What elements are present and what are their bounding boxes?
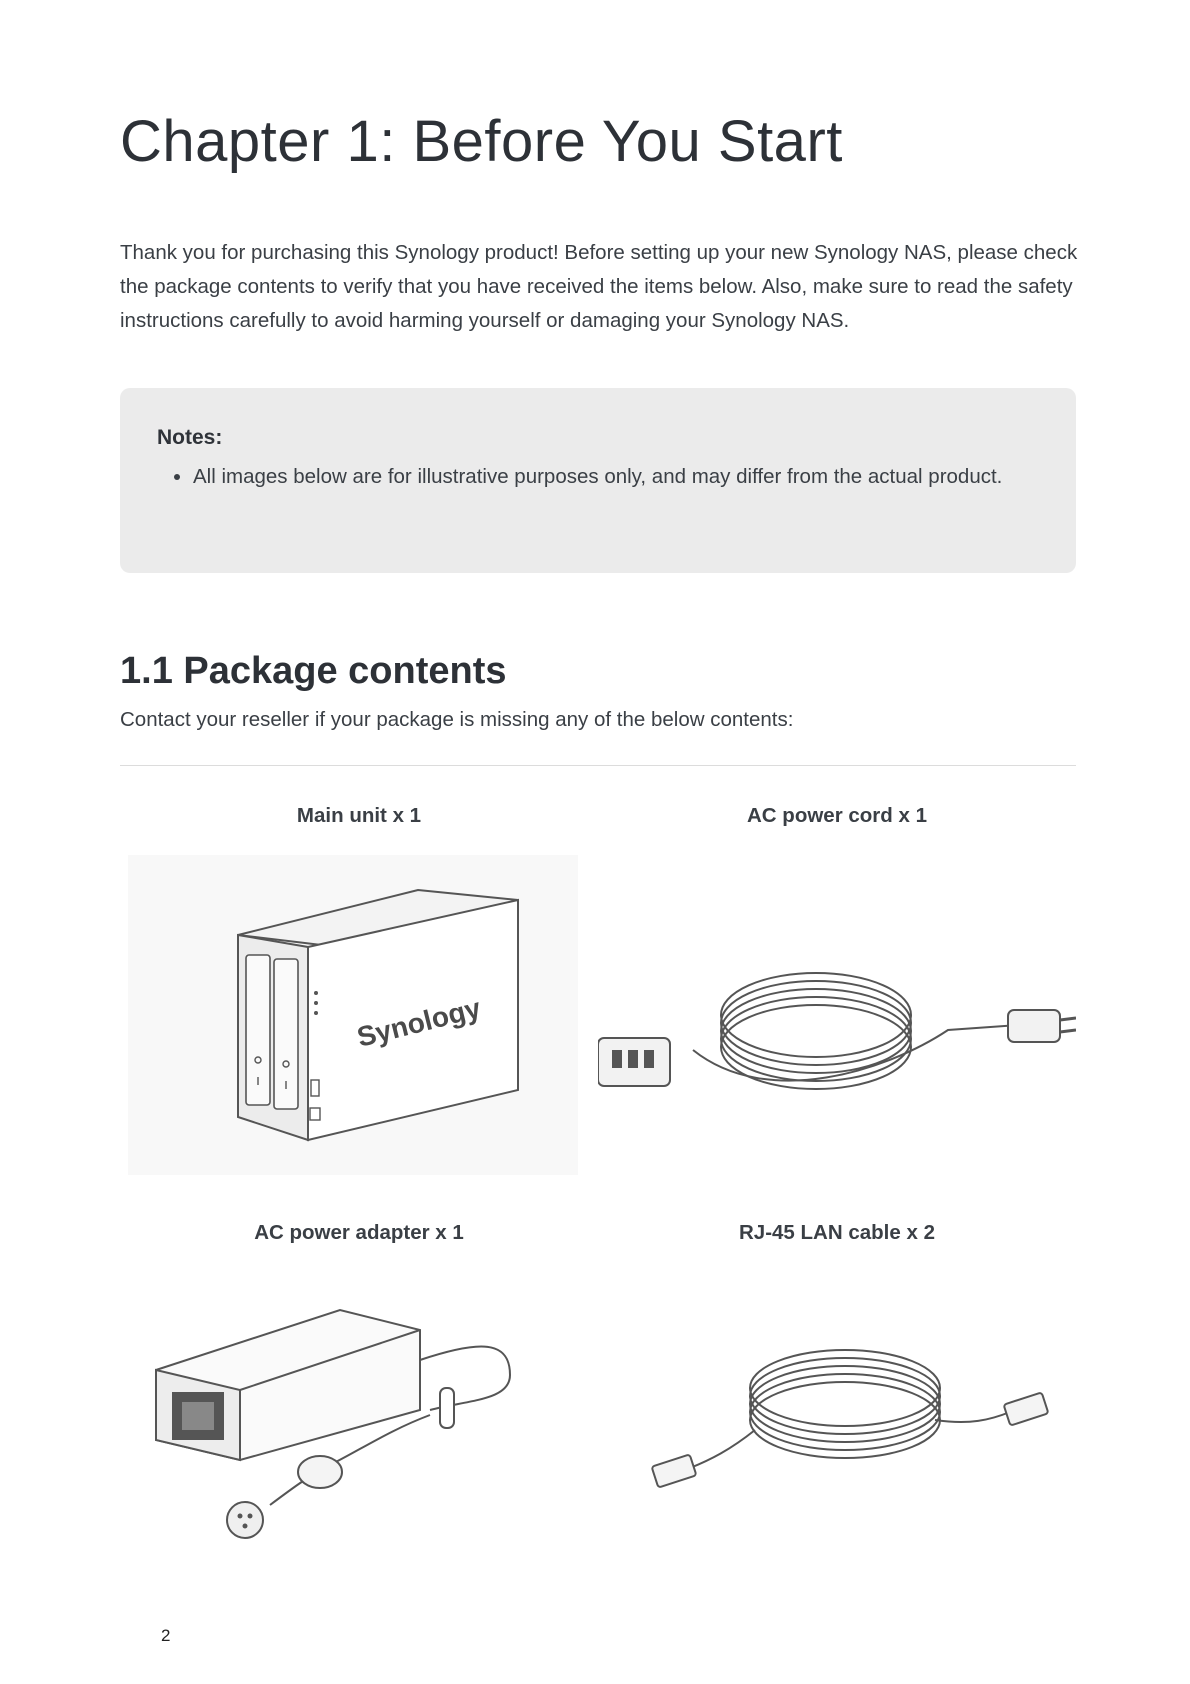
power-adapter-illustration [150,1300,590,1550]
section-divider [120,765,1076,766]
page-number: 2 [161,1626,171,1645]
notes-item: • All images below are for illustrative purposes only, and may differ from the actual product. [193,460,1040,494]
notes-list [157,460,1040,494]
power-cord-illustration [598,920,1076,1140]
intro-paragraph: Thank you for purchasing this Synology product! Before setting up your new Synology NAS, please check the package contents to verify that you have received the items below. Also, make sure to read the safety instructions carefully to avoid harming yourself or damaging your Synology NAS. [120,241,1078,332]
notes-box [120,388,1076,573]
item-label-power-cord: AC power cord x 1 [747,804,927,827]
section-title: 1.1 Package contents [120,650,507,692]
lan-cable-illustration [650,1340,1070,1510]
chapter-title: Chapter 1: Before You Start [120,109,843,174]
section-description: Contact your reseller if your package is missing any of the below contents: [120,708,794,731]
item-label-lan-cable: RJ-45 LAN cable x 2 [739,1221,935,1244]
item-label-main-unit: Main unit x 1 [296,804,422,827]
item-label-power-adapter: AC power adapter x 1 [254,1221,464,1244]
notes-title: Notes: [157,426,223,449]
nas-unit-illustration [128,855,578,1175]
brand-logo: Synology [353,992,484,1053]
